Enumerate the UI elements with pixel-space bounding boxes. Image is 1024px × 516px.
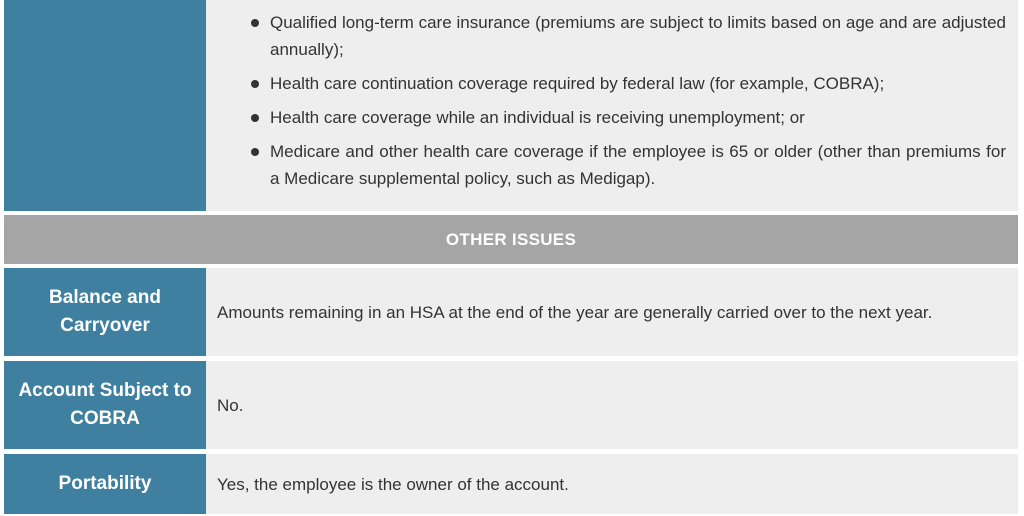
bullet-icon (251, 114, 259, 122)
account-cobra-value (206, 361, 1018, 449)
portability-label (4, 454, 206, 514)
bullet-text: Qualified long-term care insurance (premiums are subject to limits based on age and are adjusted annually); (270, 13, 1006, 59)
portability-value (206, 454, 1018, 514)
bullet-icon (251, 19, 259, 27)
portability-row (4, 454, 1018, 514)
row-label-text: Portability (58, 473, 152, 494)
row-value-text: No. (217, 395, 244, 415)
bullet-item (248, 70, 1006, 97)
eligible-premiums-label-cell (4, 0, 206, 211)
bullet-icon (251, 148, 259, 156)
bullet-item (248, 104, 1006, 131)
bullet-item (248, 9, 1006, 63)
bullet-text: Medicare and other health care coverage if the employee is 65 or older (other than premiums for a Medicare supplemental policy, such as Medigap). (270, 142, 1006, 188)
eligible-premiums-content-cell (206, 0, 1018, 211)
row-label-text: Account Subject to COBRA (18, 380, 192, 429)
bullet-icon (251, 80, 259, 88)
premium-bullet-list (248, 9, 1006, 192)
other-issues-header: OTHER ISSUES (4, 215, 1018, 264)
account-cobra-row (4, 361, 1018, 449)
bullet-item (248, 138, 1006, 192)
balance-carryover-value (206, 268, 1018, 356)
balance-carryover-label (4, 268, 206, 356)
eligible-premiums-row (4, 0, 1018, 211)
bullet-text: Health care coverage while an individual is receiving unemployment; or (270, 108, 805, 127)
balance-carryover-row (4, 268, 1018, 356)
row-value-text: Yes, the employee is the owner of the account. (217, 474, 569, 494)
bullet-text: Health care continuation coverage required by federal law (for example, COBRA); (270, 74, 885, 93)
account-cobra-label (4, 361, 206, 449)
row-value-text: Amounts remaining in an HSA at the end of the year are generally carried over to the next year. (217, 302, 933, 322)
row-label-text: Balance and Carryover (49, 287, 161, 336)
